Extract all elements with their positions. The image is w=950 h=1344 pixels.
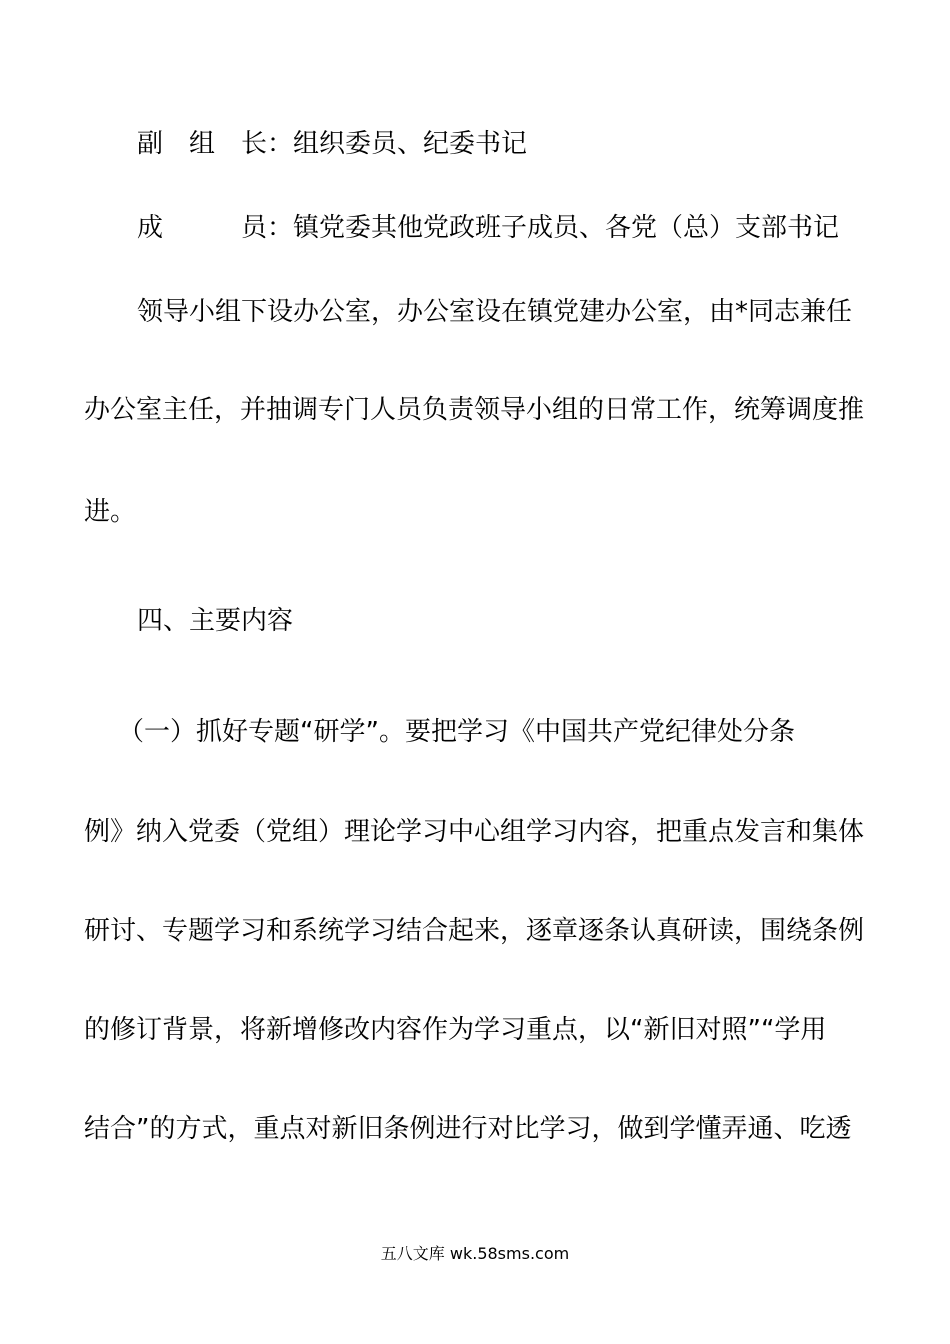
doc-line-text: 副 组 长：组织委员、纪委书记 [137,129,528,159]
doc-line-text: （一）抓好专题“研学”。要把学习《中国共产党纪律处分条 [118,717,795,747]
doc-line-text: 进。 [84,497,137,527]
doc-line-study-1 [118,714,795,750]
doc-line-text: 研讨、专题学习和系统学习结合起来，逐章逐条认真研读，围绕条例 [84,916,865,946]
doc-line-text: 办公室主任，并抽调专门人员负责领导小组的日常工作，统筹调度推 [84,395,865,425]
doc-line-text: 的修订背景，将新增修改内容作为学习重点，以“新旧对照”“学用 [84,1015,827,1045]
footer-watermark: 五八文库 wk.58sms.com [380,1244,570,1263]
doc-line-text: 成 员：镇党委其他党政班子成员、各党（总）支部书记 [137,213,840,243]
doc-line-study-4 [84,1012,826,1048]
doc-line-study-5 [84,1111,851,1147]
doc-line-study-2 [84,814,864,850]
doc-line-text: 例》纳入党委（党组）理论学习中心组学习内容，把重点发言和集体 [84,817,865,847]
doc-line-text: 结合”的方式，重点对新旧条例进行对比学习，做到学懂弄通、吃透 [84,1114,852,1144]
doc-line-paragraph-office-2 [84,392,864,428]
section-heading-main-content [137,603,293,639]
doc-line-text: 领导小组下设办公室，办公室设在镇党建办公室，由*同志兼任 [137,297,853,327]
section-heading-text: 四、主要内容 [137,606,294,636]
doc-line-deputy-leader [137,126,527,162]
doc-line-paragraph-office-1 [137,294,852,330]
doc-line-study-3 [84,913,864,949]
doc-line-paragraph-office-3 [84,494,136,530]
doc-line-members [137,210,839,246]
